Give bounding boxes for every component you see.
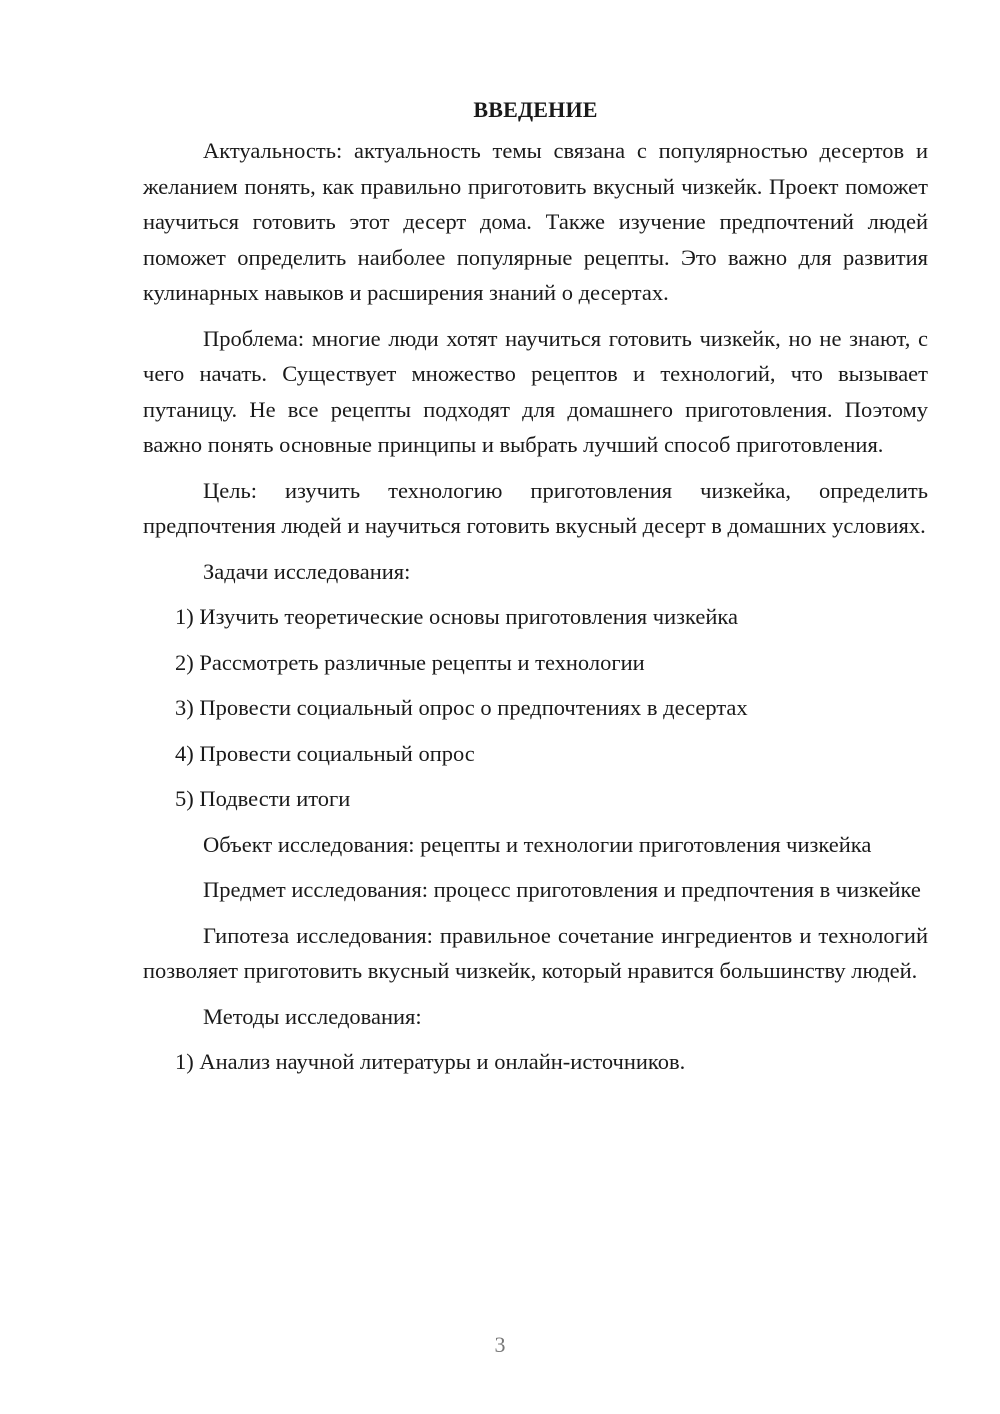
list-item: 2) Рассмотреть различные рецепты и технологии [175,649,645,675]
goal-paragraph: Цель: изучить технологию приготовления чизкейка, определить предпочтения людей и научиться готовить вкусный десерт в домашних условиях. [143,477,928,538]
list-item: 4) Провести социальный опрос [175,740,475,766]
relevance-paragraph: Актуальность: актуальность темы связана с популярностью десертов и желанием понять, как правильно приготовить вкусный чизкейк. Проект поможет научиться готовить этот десерт дома. Также изучение предпочтений людей поможет определить наиболее популярные рецепты. Это важно для развития кулинарных навыков и расширения знаний о десертах. [143,138,928,305]
list-item: 1) Изучить теоретические основы приготовления чизкейка [175,604,738,629]
document-page [143,92,928,1090]
page-title: ВВЕДЕНИЕ [473,97,598,122]
list-item: 1) Анализ научной литературы и онлайн-источников. [175,1049,686,1074]
subject-paragraph: Предмет исследования: процесс приготовления и предпочтения в чизкейке [203,877,921,902]
methods-heading: Методы исследования: [203,1003,422,1029]
tasks-list [143,599,928,817]
methods-list [143,1044,928,1080]
tasks-heading: Задачи исследования: [203,558,411,584]
page-number: 3 [494,1332,506,1357]
object-paragraph: Объект исследования: рецепты и технологии приготовления чизкейка [203,831,872,857]
list-item: 3) Провести социальный опрос о предпочтениях в десертах [175,695,748,720]
list-item: 5) Подвести итоги [175,786,351,811]
problem-paragraph: Проблема: многие люди хотят научиться готовить чизкейк, но не знают, с чего начать. Существует множество рецептов и технологий, что вызывает путаницу. Не все рецепты подходят для домашнего приготовления. Поэтому важно понять основные принципы и выбрать лучший способ приготовления. [143,325,928,457]
hypothesis-paragraph: Гипотеза исследования: правильное сочетание ингредиентов и технологий позволяет приготовить вкусный чизкейк, который нравится большинству людей. [143,922,928,983]
